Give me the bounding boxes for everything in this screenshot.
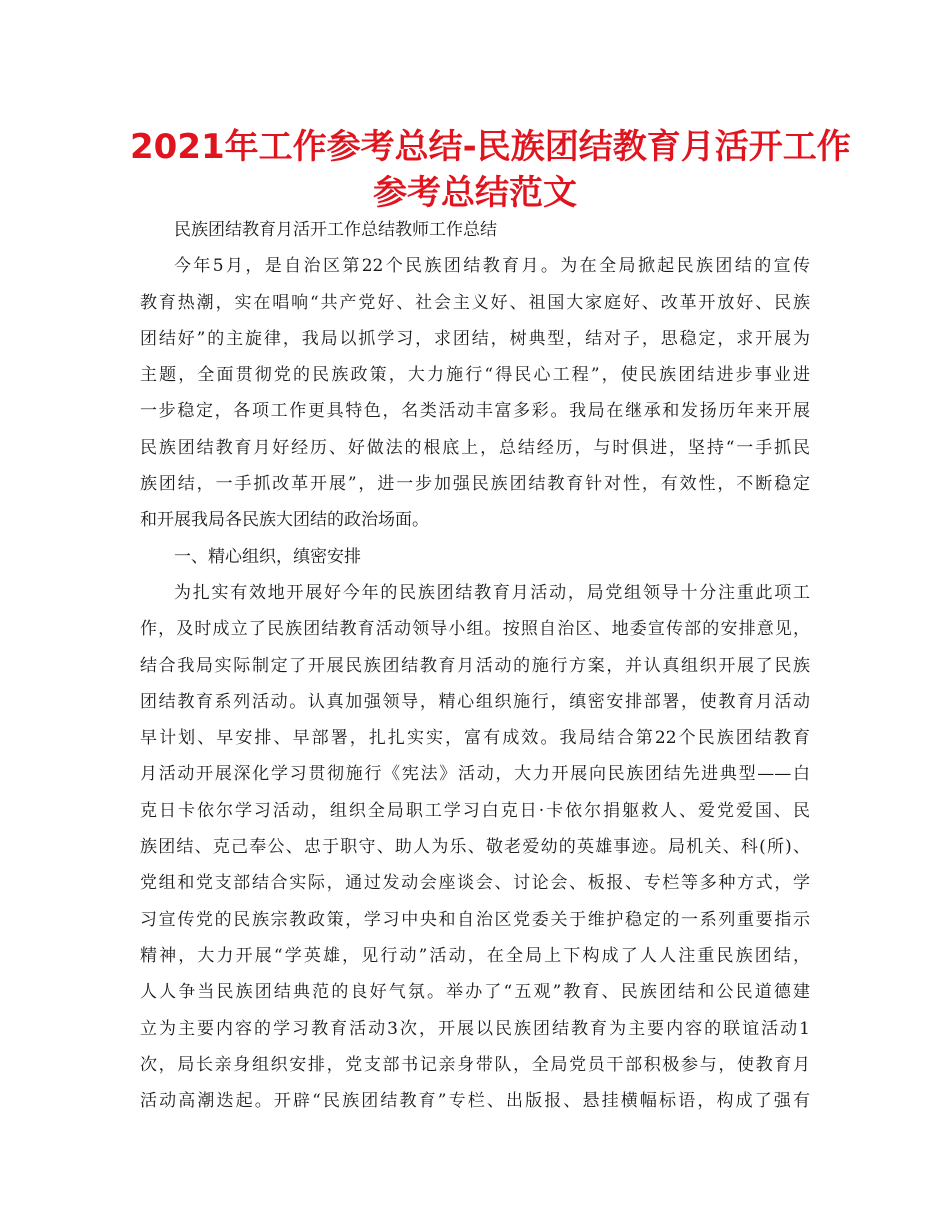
body-line: 团结教育系列活动。认真加强领导，精心组织施行，缜密安排部署，使教育月活动 <box>140 691 810 712</box>
body-line: 作，及时成立了民族团结教育活动领导小组。按照自治区、地委宣传部的安排意见， <box>140 619 810 640</box>
document-title-line-2: 参考总结范文 <box>373 173 577 213</box>
body-line: 月活动开展深化学习贯彻施行《宪法》活动，大力开展向民族团结先进典型——白 <box>140 764 810 785</box>
body-line: 党组和党支部结合实际，通过发动会座谈会、讨论会、板报、专栏等多种方式，学 <box>140 873 810 894</box>
body-line: 族团结、克己奉公、忠于职守、助人为乐、敬老爱幼的英雄事迹。局机关、科(所)、 <box>140 837 810 858</box>
body-line: 主题，全面贯彻党的民族政策，大力施行“得民心工程”，使民族团结进步事业进 <box>140 365 810 386</box>
body-line: 习宣传党的民族宗教政策，学习中央和自治区党委关于维护稳定的一系列重要指示 <box>140 909 810 930</box>
document-title-line-1: 2021年工作参考总结-民族团结教育月活开工作 <box>130 127 851 167</box>
body-line: 教育热潮，实在唱响“共产党好、社会主义好、祖国大家庭好、改革开放好、民族 <box>140 292 810 313</box>
body-line: 精神，大力开展“学英雄，见行动”活动，在全局上下构成了人人注重民族团结， <box>140 945 810 966</box>
document-body <box>140 212 810 1119</box>
body-line: 族团结，一手抓改革开展”，进一步加强民族团结教育针对性，有效性，不断稳定 <box>140 474 810 495</box>
body-line: 活动高潮迭起。开辟“民族团结教育”专栏、出版报、悬挂横幅标语，构成了强有 <box>140 1091 810 1112</box>
body-line: 一、精心组织，缜密安排 <box>174 546 361 567</box>
body-line: 今年5月，是自治区第22个民族团结教育月。为在全局掀起民族团结的宣传 <box>174 256 810 277</box>
body-line: 立为主要内容的学习教育活动3次，开展以民族团结教育为主要内容的联谊活动1 <box>140 1018 810 1039</box>
body-line: 团结好”的主旋律，我局以抓学习，求团结，树典型，结对子，思稳定，求开展为 <box>140 328 810 349</box>
body-line: 人人争当民族团结典范的良好气氛。举办了“五观”教育、民族团结和公民道德建 <box>140 982 810 1003</box>
body-line: 早计划、早安排、早部署，扎扎实实，富有成效。我局结合第22个民族团结教育 <box>140 728 810 749</box>
body-line: 一步稳定，各项工作更具特色，名类活动丰富多彩。我局在继承和发扬历年来开展 <box>140 401 810 422</box>
body-line: 民族团结教育月活开工作总结教师工作总结 <box>174 220 497 240</box>
body-line: 民族团结教育月好经历、好做法的根底上，总结经历，与时俱进，坚持“一手抓民 <box>140 437 810 458</box>
body-line: 和开展我局各民族大团结的政治场面。 <box>140 510 429 531</box>
body-line: 克日卡依尔学习活动，组织全局职工学习白克日·卡依尔捐躯救人、爱党爱国、民 <box>140 800 810 821</box>
body-line: 结合我局实际制定了开展民族团结教育月活动的施行方案，并认真组织开展了民族 <box>140 655 810 676</box>
body-line: 为扎实有效地开展好今年的民族团结教育月活动，局党组领导十分注重此项工 <box>174 582 810 603</box>
body-line: 次，局长亲身组织安排，党支部书记亲身带队，全局党员干部积极参与，使教育月 <box>140 1054 810 1075</box>
